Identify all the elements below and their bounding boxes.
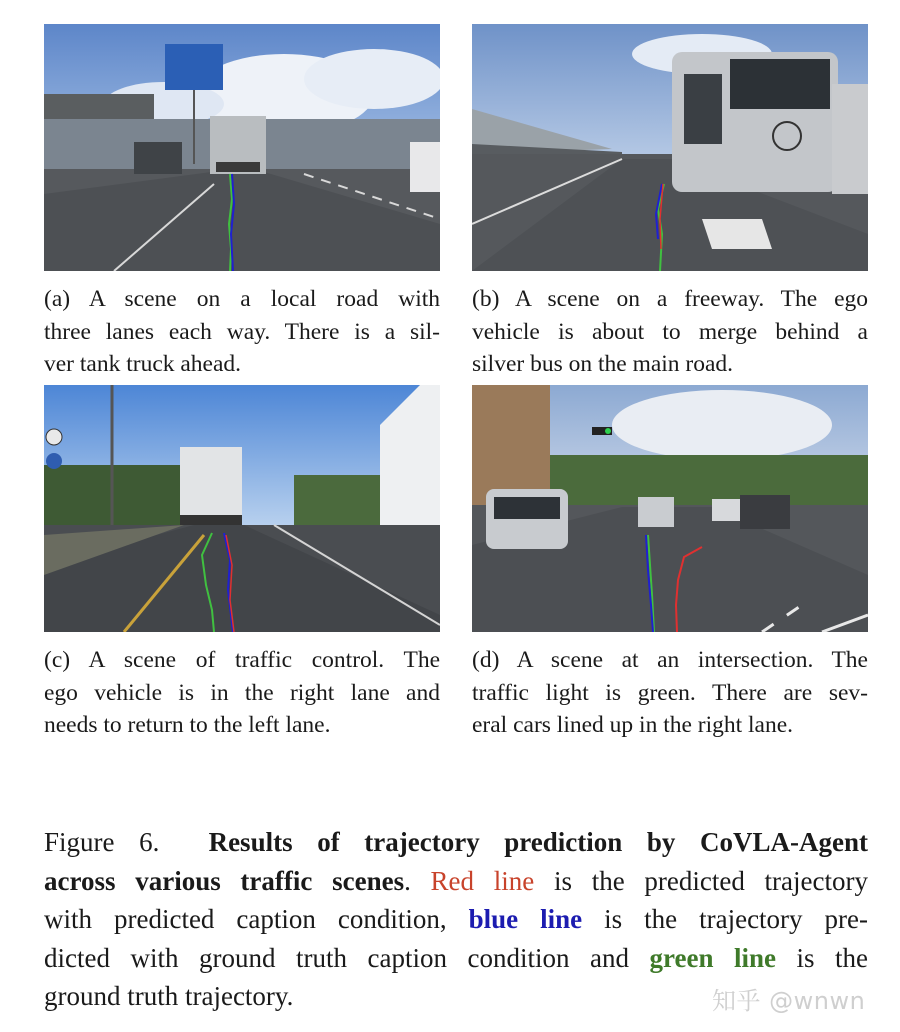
caption-line: (d) A scene at an intersection. The	[472, 647, 868, 673]
caption-d	[472, 644, 868, 742]
caption-c	[44, 644, 440, 742]
blue-line-desc: is the trajectory pre-	[582, 904, 868, 934]
panel-b	[472, 24, 868, 381]
caption-line: eral cars lined up in the right lane.	[472, 712, 794, 738]
figure-caption-line-2	[44, 862, 868, 901]
caption-line: ego vehicle is in the right lane and	[44, 679, 440, 706]
blue-line-label: blue line	[468, 904, 583, 934]
scene-a-svg	[44, 24, 440, 271]
caption-line: three lanes each way. There is a sil-	[44, 318, 440, 345]
panel-a	[44, 24, 440, 381]
photo-local-road	[44, 24, 440, 271]
caption-line: (c) A scene of traffic control. The	[44, 647, 440, 673]
caption-line: (b) A scene on a freeway. The ego	[472, 286, 868, 312]
photo-intersection	[472, 385, 868, 632]
caption-line: silver bus on the main road.	[472, 351, 734, 377]
line3-start: with predicted caption condition,	[44, 904, 469, 934]
scene-b-svg	[472, 24, 868, 271]
panel-c	[44, 385, 440, 742]
caption-line: ver tank truck ahead.	[44, 351, 242, 377]
caption-line: vehicle is about to merge behind a	[472, 318, 868, 345]
figure-label: Figure 6.	[44, 827, 160, 857]
caption-a	[44, 283, 440, 381]
scene-c-svg	[44, 385, 440, 632]
figure-caption-line-3	[44, 900, 868, 939]
figure-caption-line-4	[44, 939, 868, 978]
figure-caption-line-1	[44, 823, 868, 862]
scene-d-svg	[472, 385, 868, 632]
caption-b	[472, 283, 868, 381]
figure-title-cont: across various traffic scenes	[44, 865, 405, 896]
green-line-desc: is the	[775, 942, 869, 973]
photo-traffic-control	[44, 385, 440, 632]
caption-line: (a) A scene on a local road with	[44, 286, 440, 312]
panel-d	[472, 385, 868, 742]
watermark: 知乎 @wnwn	[712, 987, 866, 1015]
line4-start: dicted with ground truth caption condition and	[44, 942, 650, 973]
green-line-label: green line	[649, 942, 776, 973]
figure-caption-line-5: ground truth trajectory.	[44, 981, 294, 1011]
caption-line: needs to return to the left lane.	[44, 712, 331, 738]
red-line-desc: is the predicted trajectory	[534, 865, 868, 896]
red-line-label: Red line	[430, 865, 535, 896]
road-sign	[165, 44, 223, 90]
photo-freeway	[472, 24, 868, 271]
figure-title: Results of trajectory prediction by CoVLA-Agent	[208, 827, 869, 857]
period: .	[404, 865, 411, 896]
caption-line: traffic light is green. There are sev-	[472, 679, 868, 706]
